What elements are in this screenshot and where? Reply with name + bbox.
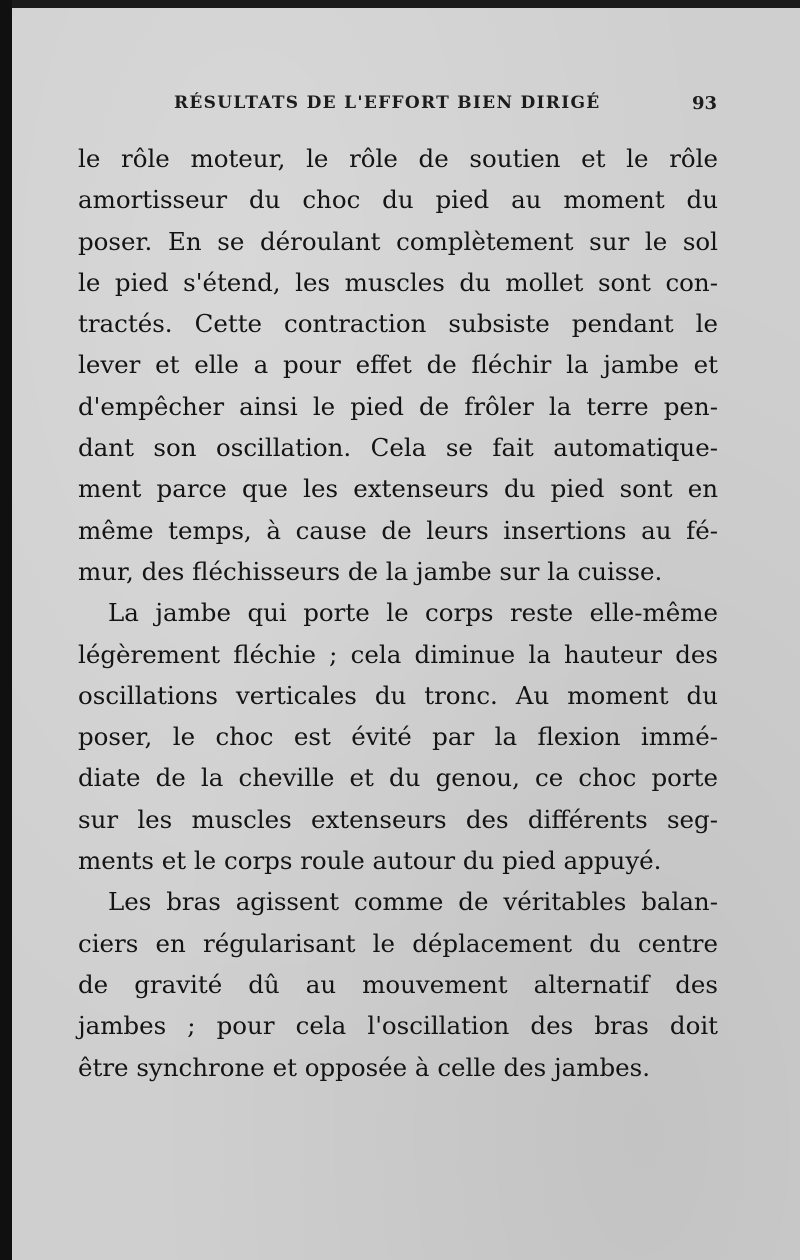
text-line: diate de la cheville et du genou, ce choc porte [78, 763, 718, 793]
text-line: de gravité dû au mouvement alternatif des [78, 969, 718, 999]
paragraph-3 [78, 881, 718, 1087]
text-line: poser. En se déroulant complètement sur le sol [78, 226, 718, 256]
text-line: le pied s'étend, les muscles du mollet sont con- [78, 267, 718, 297]
paragraph-2 [78, 592, 718, 881]
body-text [78, 138, 718, 1088]
running-header [12, 93, 800, 123]
text-line: lever et elle a pour effet de fléchir la jambe et [78, 350, 718, 380]
text-line: jambes ; pour cela l'oscillation des bras doit [78, 1011, 718, 1041]
text-line: amortisseur du choc du pied au moment du [78, 185, 718, 215]
text-line: sur les muscles extenseurs des différents seg- [78, 804, 718, 834]
text-line: dant son oscillation. Cela se fait automatique- [78, 433, 718, 463]
scan-edge [0, 0, 12, 1260]
text-line: d'empêcher ainsi le pied de frôler la terre pen- [78, 391, 718, 421]
paragraph-1 [78, 138, 718, 592]
text-line: La jambe qui porte le corps reste elle-même [108, 598, 718, 628]
text-line: être synchrone et opposée à celle des jambes. [78, 1052, 651, 1082]
text-line: mur, des fléchisseurs de la jambe sur la cuisse. [78, 556, 663, 586]
text-line: légèrement fléchie ; cela diminue la hauteur des [78, 639, 718, 669]
text-line: le rôle moteur, le rôle de soutien et le rôle [78, 144, 718, 173]
running-title: RÉSULTATS DE L'EFFORT BIEN DIRIGÉ [174, 93, 601, 113]
page-number: 93 [692, 93, 718, 114]
text-line: ciers en régularisant le déplacement du centre [78, 928, 718, 958]
text-line: ment parce que les extenseurs du pied sont en [78, 474, 718, 504]
text-line: ments et le corps roule autour du pied appuyé. [78, 846, 662, 876]
book-page [12, 8, 800, 1260]
text-line: Les bras agissent comme de véritables balan- [108, 887, 718, 917]
text-line: tractés. Cette contraction subsiste pendant le [78, 309, 718, 339]
text-line: oscillations verticales du tronc. Au moment du [78, 680, 718, 710]
text-line: poser, le choc est évité par la flexion immé- [78, 722, 718, 752]
text-line: même temps, à cause de leurs insertions au fé- [78, 515, 718, 545]
